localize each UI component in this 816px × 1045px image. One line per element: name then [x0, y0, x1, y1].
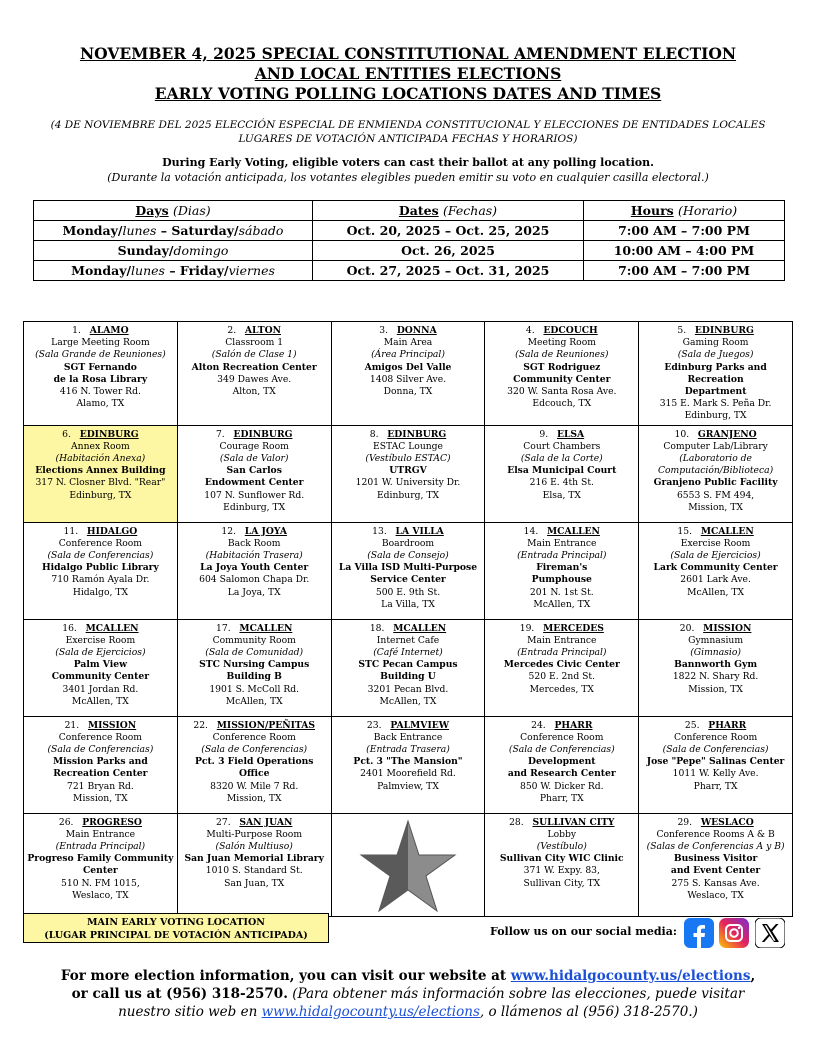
location-room-es: (Entrada Principal)	[517, 550, 607, 562]
location-venue: Mercedes Civic Center	[503, 659, 620, 671]
location-cell	[331, 619, 485, 716]
location-number: 19.	[519, 622, 535, 634]
location-room-es: (Entrada Trasera)	[366, 744, 450, 756]
location-number: 16.	[62, 622, 77, 634]
website-link-es[interactable]: www.hidalgocounty.us/elections	[261, 1004, 480, 1020]
location-address: Sullivan City, TX	[523, 877, 601, 889]
location-city: MISSION	[87, 719, 137, 731]
schedule-days: Monday/lunes – Friday/viernes	[34, 261, 313, 281]
location-city: PHARR	[554, 719, 593, 731]
location-cell	[24, 322, 178, 426]
location-room: Internet Cafe	[376, 634, 440, 646]
location-address: 1408 Silver Ave.	[369, 373, 447, 385]
location-cell	[639, 716, 793, 813]
location-address: Edinburg, TX	[376, 489, 439, 501]
location-address: Edinburg, TX	[223, 501, 286, 513]
schedule-row	[34, 221, 785, 241]
footer: For more election information, you can visit our website at www.hidalgocounty.us/elections, or call us at (956) 318-2570. (Para obtener más información sobre las elecciones, puede visitar nuestro sitio web en www.hidalgocounty.us/elections, o llámenos al (956) 318-2570.)	[60, 968, 756, 1020]
location-address: La Joya, TX	[227, 586, 281, 598]
location-room: Annex Room	[71, 440, 130, 452]
location-cell	[331, 716, 485, 813]
location-room: Large Meeting Room	[51, 337, 150, 349]
location-address: Elsa, TX	[542, 489, 581, 501]
title-line-3: EARLY VOTING POLLING LOCATIONS DATES AND TIMES	[154, 84, 662, 103]
location-cell	[485, 522, 639, 619]
location-city: EDINBURG	[387, 428, 447, 440]
locations-row	[24, 425, 793, 522]
location-room-es: (Vestíbulo)	[536, 841, 587, 853]
location-cell	[177, 716, 331, 813]
schedule-table	[33, 200, 785, 281]
location-city: MCALLEN	[547, 525, 600, 537]
location-address: 275 S. Kansas Ave.	[671, 877, 760, 889]
location-room-es: (Laboratorio de Computación/Biblioteca)	[658, 453, 774, 477]
schedule-days: Sunday/domingo	[34, 241, 313, 261]
location-number: 2.	[227, 325, 237, 336]
location-number: 29.	[677, 816, 693, 828]
page-title	[60, 44, 756, 104]
location-address: 1011 W. Kelly Ave.	[672, 768, 759, 780]
location-room: Gaming Room	[682, 337, 749, 349]
location-room-es: (Sala de Conferencias)	[508, 744, 615, 756]
location-venue: Jose "Pepe" Salinas Center	[646, 756, 785, 768]
location-number: 11.	[63, 525, 79, 537]
main-location-legend	[23, 913, 329, 943]
location-address: McAllen, TX	[225, 695, 283, 707]
location-city: PROGRESO	[82, 816, 142, 828]
location-address: Pharr, TX	[693, 780, 738, 792]
x-icon[interactable]	[755, 918, 785, 948]
location-venue: Service Center	[370, 574, 446, 586]
schedule-dates: Oct. 27, 2025 – Oct. 31, 2025	[313, 261, 584, 281]
location-cell	[177, 813, 331, 916]
location-city: EDCOUCH	[543, 325, 598, 336]
location-venue: Granjeno Public Facility	[653, 477, 778, 489]
location-venue: Lark Community Center	[653, 562, 778, 574]
location-room-es: (Sala de Consejo)	[367, 550, 449, 562]
location-address: Donna, TX	[383, 386, 433, 398]
location-address: 371 W. Expy. 83,	[523, 865, 600, 877]
locations-grid	[23, 321, 793, 917]
location-city: PALMVIEW	[390, 719, 450, 731]
header-hours: Hours (Horario)	[584, 201, 785, 221]
legend-line-1: MAIN EARLY VOTING LOCATION	[87, 917, 265, 928]
location-room-es: (Sala de Juegos)	[677, 349, 754, 361]
location-venue: Mission Parks and	[53, 756, 148, 768]
location-number: 13.	[372, 525, 387, 537]
location-cell	[177, 322, 331, 426]
location-cell	[639, 425, 793, 522]
location-cell	[331, 425, 485, 522]
location-room: Conference Rooms A & B	[656, 828, 775, 840]
header-days: Days (Dias)	[34, 201, 313, 221]
location-address: Mission, TX	[688, 683, 743, 695]
location-address: Weslaco, TX	[72, 889, 129, 901]
location-address: 320 W. Santa Rosa Ave.	[507, 386, 617, 398]
location-number: 18.	[369, 622, 385, 634]
location-city: GRANJENO	[697, 428, 757, 440]
location-number: 12.	[221, 525, 236, 537]
location-address: 1901 S. McColl Rd.	[209, 683, 300, 695]
location-address: 1010 S. Standard St.	[205, 865, 303, 877]
location-room: Lobby	[547, 828, 577, 840]
location-venue: Development	[528, 756, 596, 768]
location-address: Palmview, TX	[377, 780, 439, 792]
location-venue: Progreso Family Community	[27, 853, 174, 865]
location-venue: Pct. 3 "The Mansion"	[353, 756, 463, 768]
location-venue: Amigos Del Valle	[364, 361, 452, 373]
location-address: 604 Salomon Chapa Dr.	[199, 574, 310, 586]
location-venue: Community Center	[513, 373, 611, 385]
location-room-es: (Salón de Clase 1)	[211, 349, 297, 361]
location-number: 24.	[531, 719, 546, 731]
location-venue: SGT Rodriguez	[523, 361, 601, 373]
location-room: Main Entrance	[65, 828, 136, 840]
location-address: 315 E. Mark S. Peña Dr.	[659, 398, 772, 410]
location-venue: Pct. 3 Field Operations	[194, 756, 314, 768]
location-cell	[24, 425, 178, 522]
schedule-hours: 7:00 AM – 7:00 PM	[584, 261, 785, 281]
location-room-es: (Habitación Trasera)	[205, 550, 303, 562]
location-room: Back Entrance	[373, 731, 443, 743]
location-cell	[639, 619, 793, 716]
location-address: Mission, TX	[73, 792, 128, 804]
location-venue: Department	[684, 386, 747, 398]
location-address: 317 N. Closner Blvd. "Rear"	[35, 477, 166, 489]
location-room-es: (Área Principal)	[371, 349, 445, 361]
location-city: MISSION	[703, 622, 752, 634]
location-room-es: (Sala de la Corte)	[520, 453, 603, 465]
schedule-dates: Oct. 26, 2025	[313, 241, 584, 261]
location-room: Boardroom	[381, 537, 435, 549]
location-room: Gymnasium	[688, 634, 744, 646]
location-address: 3401 Jordan Rd.	[62, 683, 139, 695]
location-address: McAllen, TX	[687, 586, 745, 598]
location-venue: Elections Annex Building	[35, 465, 166, 477]
location-room-es: (Sala de Valor)	[219, 453, 289, 465]
location-room-es: (Café Internet)	[373, 647, 443, 659]
location-address: Edcouch, TX	[532, 398, 592, 410]
location-city: ELSA	[556, 428, 585, 440]
location-room: Classroom 1	[225, 337, 284, 349]
location-room: Conference Room	[520, 731, 604, 743]
location-number: 17.	[216, 622, 231, 634]
location-venue: Hidalgo Public Library	[41, 562, 159, 574]
location-venue: Fireman's	[536, 562, 588, 574]
location-address: Weslaco, TX	[687, 889, 744, 901]
location-address: 500 E. 9th St.	[375, 586, 441, 598]
location-cell	[24, 716, 178, 813]
locations-row	[24, 716, 793, 813]
location-address: La Villa, TX	[381, 598, 435, 610]
social-label: Follow us on our social media:	[490, 925, 677, 938]
location-room-es: (Entrada Principal)	[55, 841, 146, 853]
location-address: 6553 S. FM 494,	[676, 489, 755, 501]
location-cell	[177, 522, 331, 619]
location-cell	[331, 322, 485, 426]
location-number: 28.	[509, 816, 524, 828]
schedule-header-row	[34, 201, 785, 221]
location-address: 349 Dawes Ave.	[217, 373, 292, 385]
location-venue: de la Rosa Library	[53, 373, 148, 385]
location-number: 4.	[525, 325, 535, 336]
page-subtitle	[40, 118, 776, 146]
location-city: PHARR	[708, 719, 747, 731]
location-city: LA VILLA	[395, 525, 444, 537]
location-address: Edinburg, TX	[684, 410, 747, 422]
voting-note	[40, 155, 776, 185]
location-address: McAllen, TX	[533, 598, 591, 610]
location-room-es: (Sala de Reuniones)	[515, 349, 609, 361]
location-cell	[24, 522, 178, 619]
location-cell	[639, 522, 793, 619]
location-number: 27.	[216, 816, 231, 828]
location-room-es: (Entrada Principal)	[517, 647, 607, 659]
location-city: MCALLEN	[700, 525, 754, 537]
location-address: 510 N. FM 1015,	[61, 877, 140, 889]
location-number: 3.	[379, 325, 389, 336]
location-venue: Palm View	[73, 659, 128, 671]
location-address: 2601 Lark Ave.	[680, 574, 751, 586]
location-number: 6.	[62, 428, 71, 440]
location-venue: San Juan Memorial Library	[184, 853, 324, 865]
location-room-es: (Sala de Ejercicios)	[670, 550, 761, 562]
location-venue: Community Center	[51, 671, 150, 683]
location-city: MCALLEN	[393, 622, 447, 634]
location-venue: UTRGV	[389, 465, 427, 477]
location-number: 25.	[684, 719, 700, 731]
location-address: 721 Bryan Rd.	[66, 780, 134, 792]
location-venue: La Villa ISD Multi-Purpose	[338, 562, 478, 574]
location-address: 8320 W. Mile 7 Rd.	[210, 780, 299, 792]
location-venue: Pumphouse	[531, 574, 592, 586]
location-room: Main Entrance	[527, 537, 597, 549]
location-venue: Bannworth Gym	[674, 659, 758, 671]
location-number: 20.	[679, 622, 695, 634]
location-address: 710 Ramón Ayala Dr.	[51, 574, 150, 586]
location-room: Meeting Room	[527, 337, 596, 349]
location-city: MCALLEN	[239, 622, 293, 634]
location-number: 8.	[369, 428, 379, 440]
header-dates: Dates (Fechas)	[313, 201, 584, 221]
subtitle-line-1: (4 DE NOVIEMBRE DEL 2025 ELECCIÓN ESPECIAL DE ENMIENDA CONSTITUCIONAL Y ELECCIONES DE ENTIDADES LOCALES	[50, 119, 766, 131]
location-venue: Recreation Center	[53, 768, 148, 780]
schedule-hours: 10:00 AM – 4:00 PM	[584, 241, 785, 261]
phone-text: or call us at (956) 318-2570.	[71, 986, 288, 1002]
location-city: EDINBURG	[79, 428, 139, 440]
locations-row	[24, 619, 793, 716]
location-venue: Edinburg Parks and Recreation	[664, 361, 767, 385]
location-room-es: (Habitación Anexa)	[55, 453, 146, 465]
schedule-days: Monday/lunes – Saturday/sábado	[34, 221, 313, 241]
location-address: 2401 Moorefield Rd.	[360, 768, 456, 780]
subtitle-line-2: LUGARES DE VOTACIÓN ANTICIPADA FECHAS Y HORARIOS)	[238, 133, 578, 145]
location-cell	[485, 716, 639, 813]
location-number: 23.	[366, 719, 382, 731]
location-city: MCALLEN	[85, 622, 139, 634]
location-room: Main Entrance	[527, 634, 597, 646]
location-venue: Center	[83, 865, 118, 877]
location-number: 22.	[193, 719, 208, 731]
facebook-icon[interactable]	[684, 918, 714, 948]
location-city: HIDALGO	[86, 525, 138, 537]
location-room-es: (Sala de Ejercicios)	[55, 647, 146, 659]
location-venue: Building U	[380, 671, 436, 683]
location-venue: Business Visitor	[673, 853, 758, 865]
location-room: Conference Room	[58, 537, 143, 549]
location-venue: Office	[238, 768, 270, 780]
location-number: 21.	[64, 719, 80, 731]
location-room: Courage Room	[219, 440, 289, 452]
location-number: 15.	[677, 525, 693, 537]
location-venue: SGT Fernando	[63, 361, 137, 373]
location-room: Court Chambers	[523, 440, 601, 452]
location-room-es: (Salón Multiuso)	[215, 841, 293, 853]
location-venue: and Event Center	[670, 865, 761, 877]
location-venue: Elsa Municipal Court	[507, 465, 617, 477]
location-venue: STC Pecan Campus	[358, 659, 458, 671]
location-address: Alton, TX	[232, 386, 276, 398]
location-city: MISSION/PEÑITAS	[216, 719, 316, 731]
location-address: Alamo, TX	[76, 398, 125, 410]
location-venue: San Carlos	[226, 465, 282, 477]
location-city: EDINBURG	[233, 428, 293, 440]
location-room: Back Room	[227, 537, 281, 549]
location-address: 1201 W. University Dr.	[355, 477, 461, 489]
location-venue: La Joya Youth Center	[200, 562, 309, 574]
location-venue: STC Nursing Campus	[199, 659, 310, 671]
schedule-dates: Oct. 20, 2025 – Oct. 25, 2025	[313, 221, 584, 241]
locations-row	[24, 522, 793, 619]
location-address: Mercedes, TX	[529, 683, 594, 695]
location-address: 520 E. 2nd St.	[528, 671, 596, 683]
note-spanish: (Durante la votación anticipada, los votantes elegibles pueden emitir su voto en cualquier casilla electoral.)	[107, 171, 709, 184]
location-number: 5.	[677, 325, 687, 336]
location-address: Pharr, TX	[539, 792, 584, 804]
location-cell	[639, 813, 793, 916]
location-address: 107 N. Sunflower Rd.	[204, 489, 305, 501]
location-city: WESLACO	[700, 816, 754, 828]
location-room-es: (Sala de Conferencias)	[201, 744, 308, 756]
location-room: Exercise Room	[65, 634, 136, 646]
location-venue: Building B	[226, 671, 282, 683]
location-room: Multi-Purpose Room	[206, 828, 303, 840]
location-address: McAllen, TX	[71, 695, 129, 707]
locations-row	[24, 813, 793, 916]
location-room-es: (Gimnasio)	[690, 647, 741, 659]
location-venue: Alton Recreation Center	[191, 361, 317, 373]
location-room: Conference Room	[58, 731, 143, 743]
location-address: Edinburg, TX	[69, 489, 132, 501]
location-address: Mission, TX	[226, 792, 282, 804]
location-venue: Sullivan City WIC Clinic	[499, 853, 624, 865]
instagram-icon[interactable]	[719, 918, 749, 948]
footer-line-1: For more election information, you can visit our website at	[60, 968, 511, 984]
location-city: ALTON	[244, 325, 281, 336]
location-room: ESTAC Lounge	[372, 440, 443, 452]
location-address: 201 N. 1st St.	[529, 586, 594, 598]
title-line-1: NOVEMBER 4, 2025 SPECIAL CONSTITUTIONAL AMENDMENT ELECTION	[79, 44, 737, 63]
location-number: 26.	[58, 816, 74, 828]
location-number: 9.	[539, 428, 549, 440]
location-room-es: (Sala de Conferencias)	[47, 744, 154, 756]
location-room-es: (Sala Grande de Reuniones)	[35, 349, 166, 361]
location-room: Exercise Room	[680, 537, 751, 549]
location-cell	[485, 619, 639, 716]
location-room-es: (Sala de Conferencias)	[662, 744, 769, 756]
location-city: SULLIVAN CITY	[532, 816, 615, 828]
location-cell	[177, 425, 331, 522]
location-room: Main Area	[383, 337, 433, 349]
location-address: Hidalgo, TX	[72, 586, 128, 598]
location-city: DONNA	[396, 325, 437, 336]
location-cell	[639, 322, 793, 426]
location-cell	[177, 619, 331, 716]
location-cell	[24, 813, 178, 916]
locations-row	[24, 322, 793, 426]
schedule-row	[34, 241, 785, 261]
star-icon	[331, 813, 485, 916]
location-cell	[24, 619, 178, 716]
legend-line-2: (LUGAR PRINCIPAL DE VOTACIÓN ANTICIPADA)	[44, 929, 308, 941]
schedule-row	[34, 261, 785, 281]
location-city: MERCEDES	[543, 622, 604, 634]
title-line-2: AND LOCAL ENTITIES ELECTIONS	[254, 64, 562, 83]
location-room: Conference Room	[673, 731, 758, 743]
schedule-hours: 7:00 AM – 7:00 PM	[584, 221, 785, 241]
website-link[interactable]: www.hidalgocounty.us/elections	[510, 968, 751, 984]
location-city: ALAMO	[89, 325, 129, 336]
location-number: 7.	[215, 428, 225, 440]
location-address: 416 N. Tower Rd.	[59, 386, 141, 398]
location-city: EDINBURG	[694, 325, 754, 336]
location-room-es: (Sala de Conferencias)	[47, 550, 154, 562]
location-address: Mission, TX	[688, 501, 743, 513]
location-room-es: (Vestíbulo ESTAC)	[365, 453, 451, 465]
location-room: Conference Room	[212, 731, 296, 743]
location-room-es: (Salas de Conferencias A y B)	[646, 841, 785, 853]
location-venue: and Research Center	[507, 768, 616, 780]
location-room-es: (Sala de Comunidad)	[205, 647, 304, 659]
location-address: 216 E. 4th St.	[529, 477, 594, 489]
location-number: 10.	[674, 428, 690, 440]
location-room: Computer Lab/Library	[663, 440, 768, 452]
location-city: SAN JUAN	[239, 816, 293, 828]
location-cell	[331, 522, 485, 619]
location-address: 1822 N. Shary Rd.	[672, 671, 759, 683]
location-address: 850 W. Dicker Rd.	[519, 780, 604, 792]
location-room: Community Room	[212, 634, 296, 646]
location-cell	[485, 813, 639, 916]
location-cell	[485, 425, 639, 522]
location-city: LA JOYA	[244, 525, 288, 537]
location-cell	[485, 322, 639, 426]
note-english: During Early Voting, eligible voters can cast their ballot at any polling location.	[162, 156, 654, 169]
footer-spanish: (Para obtener más información sobre las elecciones, puede visitar	[287, 986, 745, 1002]
location-address: 3201 Pecan Blvd.	[367, 683, 449, 695]
location-address: San Juan, TX	[224, 877, 285, 889]
location-number: 1.	[72, 325, 81, 336]
location-address: McAllen, TX	[379, 695, 437, 707]
location-number: 14.	[523, 525, 539, 537]
location-venue: Endowment Center	[204, 477, 304, 489]
